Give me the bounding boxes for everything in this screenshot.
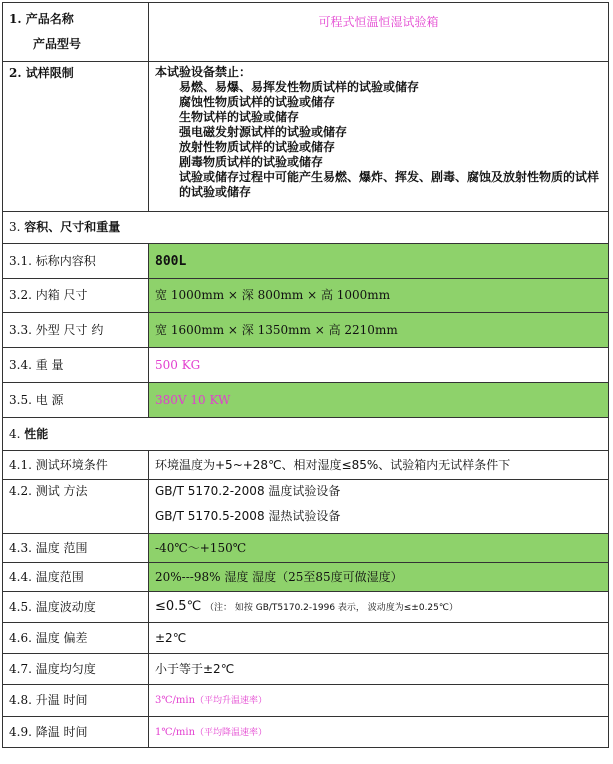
deviation-value: ±2℃ [149, 623, 609, 654]
humidity-range-value: 20%---98% 湿度 湿度（25至85度可做湿度） [149, 563, 609, 592]
cooling-rate: 1℃/min [155, 726, 196, 738]
power-value: 380V 10 KW [149, 383, 609, 418]
spec-row-4-2 [3, 480, 609, 534]
restrictions-heading: 本试验设备禁止： [155, 65, 252, 79]
product-title: 可程式恒温恒湿试验箱 [149, 3, 609, 62]
restrictions-content [149, 62, 609, 212]
spec-row-4-6 [3, 623, 609, 654]
inner-size-value: 宽 1000mm × 深 800mm × 高 1000mm [149, 279, 609, 313]
heating-rate: 3℃/min [155, 695, 196, 706]
spec-row-4-9 [3, 717, 609, 748]
restriction-item: 试验或储存过程中可能产生易燃、爆炸、挥发、剧毒、腐蚀及放射性物质的试样的试验或储存 [179, 170, 600, 199]
volume-value: 800L [149, 244, 609, 279]
cooling-rate-note: （平均降温速率） [195, 727, 268, 738]
spec-row-4-3 [3, 534, 609, 563]
restrictions-label: 2. 试样限制 [3, 62, 149, 212]
outer-size-value: 宽 1600mm × 深 1350mm × 高 2210mm [149, 313, 609, 348]
row-label: 3.1. 标称内容积 [3, 244, 149, 279]
row-label: 4.7. 温度均匀度 [3, 654, 149, 685]
test-method-temp: GB/T 5170.2-2008 温度试验设备 [155, 484, 341, 498]
temperature-range-value: -40℃～+150℃ [149, 534, 609, 563]
restrictions-row [3, 62, 609, 212]
section-3-title [3, 212, 609, 244]
row-label: 4.3. 温度 范围 [3, 534, 149, 563]
spec-row-3-4 [3, 348, 609, 383]
cooling-time-value [149, 717, 609, 748]
row-label: 4.4. 温度范围 [3, 563, 149, 592]
spec-row-3-1 [3, 244, 609, 279]
test-environment-value: 环境温度为+5~+28℃、相对湿度≤85%、试验箱内无试样条件下 [149, 451, 609, 480]
spec-table [2, 2, 609, 748]
spec-row-4-4 [3, 563, 609, 592]
row-label: 3.4. 重 量 [3, 348, 149, 383]
section-3-header [3, 212, 609, 244]
section-4-heading: 性能 [24, 426, 49, 441]
row-label: 3.3. 外型 尺寸 约 [3, 313, 149, 348]
heating-time-value [149, 685, 609, 717]
row-label: 4.8. 升温 时间 [3, 685, 149, 717]
uniformity-value: 小于等于±2℃ [149, 654, 609, 685]
row-label: 4.6. 温度 偏差 [3, 623, 149, 654]
restriction-item: 强电磁发射源试样的试验或储存 [179, 125, 348, 139]
section-4-header [3, 418, 609, 451]
restriction-item: 腐蚀性物质试样的试验或储存 [179, 95, 336, 109]
section-3-heading: 容积、尺寸和重量 [24, 220, 121, 234]
restriction-item: 剧毒物质试样的试验或储存 [179, 155, 324, 169]
spec-row-4-8 [3, 685, 609, 717]
spec-row-4-7 [3, 654, 609, 685]
row-label: 4.1. 测试环境条件 [3, 451, 149, 480]
row-label: 3.2. 内箱 尺寸 [3, 279, 149, 313]
spec-row-4-5 [3, 592, 609, 623]
spec-row-3-5 [3, 383, 609, 418]
row-label: 4.9. 降温 时间 [3, 717, 149, 748]
fluctuation-value [149, 592, 609, 623]
spec-row-3-2 [3, 279, 609, 313]
section-4-title [3, 418, 609, 451]
row-label: 4.2. 测试 方法 [3, 480, 149, 534]
row-label: 3.5. 电 源 [3, 383, 149, 418]
restriction-item: 放射性物质试样的试验或储存 [179, 140, 336, 154]
fluctuation-note: （注： 如按 GB/T5170.2-1996 表示， 波动度为≤±0.25℃） [205, 602, 458, 613]
product-model-label: 产品型号 [33, 37, 82, 51]
weight-value: 500 KG [149, 348, 609, 383]
section-4-number: 4. [9, 426, 21, 441]
product-labels [3, 3, 149, 62]
row-label: 4.5. 温度波动度 [3, 592, 149, 623]
restriction-item: 易燃、易爆、易挥发性物质试样的试验或储存 [179, 80, 420, 94]
section-3-number: 3. [9, 220, 21, 234]
spec-row-3-3 [3, 313, 609, 348]
fluctuation-main: ≤0.5℃ [155, 598, 202, 614]
product-row [3, 3, 609, 62]
test-method-humidity: GB/T 5170.5-2008 湿热试验设备 [155, 509, 341, 523]
test-method-values [149, 480, 609, 534]
heating-rate-note: （平均升温速率） [195, 696, 268, 706]
spec-row-4-1 [3, 451, 609, 480]
restriction-item: 生物试样的试验或储存 [179, 110, 300, 124]
product-name-label: 1. 产品名称 [9, 12, 74, 26]
